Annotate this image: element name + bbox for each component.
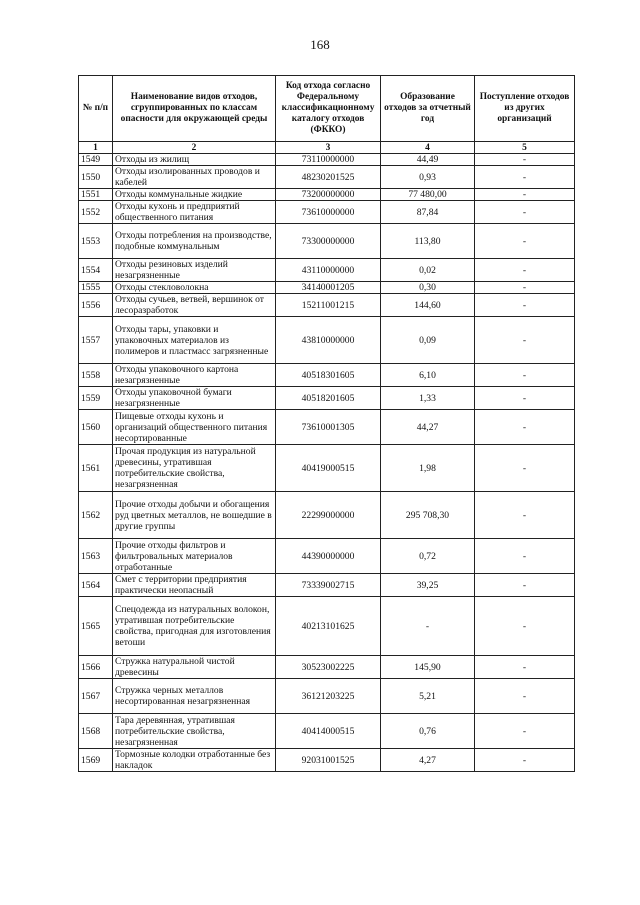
cell-fkko-code: 15211001215 [276, 294, 381, 317]
header-waste-name: Наименование видов отходов, сгруппированных по классам опасности для окружающей среды [113, 76, 276, 142]
header-received: Поступление отходов из других организаций [475, 76, 575, 142]
cell-fkko-code: 40419000515 [276, 445, 381, 492]
table-row [79, 294, 575, 317]
cell-formed: 295 708,30 [381, 492, 475, 539]
cell-waste-name: Отходы тары, упаковки и упаковочных материалов из полимеров и пластмасс загрязненные [113, 317, 276, 364]
cell-waste-name: Пищевые отходы кухонь и организаций общественного питания несортированные [113, 410, 276, 445]
cell-formed: 0,76 [381, 714, 475, 749]
cell-formed: 1,33 [381, 387, 475, 410]
cell-number: 1569 [79, 749, 113, 772]
cell-formed: 4,27 [381, 749, 475, 772]
column-number: 3 [276, 142, 381, 154]
cell-fkko-code: 73610001305 [276, 410, 381, 445]
cell-formed: 144,60 [381, 294, 475, 317]
table-row [79, 679, 575, 714]
cell-formed: 0,02 [381, 259, 475, 282]
header-fkko-code: Код отхода согласно Федеральному классификационному каталогу отходов (ФККО) [276, 76, 381, 142]
cell-fkko-code: 43110000000 [276, 259, 381, 282]
cell-received: - [475, 154, 575, 166]
table-header-row [79, 76, 575, 142]
cell-received: - [475, 364, 575, 387]
cell-waste-name: Отходы потребления на производстве, подобные коммунальным [113, 224, 276, 259]
cell-formed: 0,72 [381, 539, 475, 574]
table-row [79, 656, 575, 679]
cell-fkko-code: 40213101625 [276, 597, 381, 656]
cell-received: - [475, 492, 575, 539]
cell-number: 1568 [79, 714, 113, 749]
cell-formed: 44,49 [381, 154, 475, 166]
cell-waste-name: Смет с территории предприятия практически неопасный [113, 574, 276, 597]
column-number: 5 [475, 142, 575, 154]
table-row [79, 166, 575, 189]
cell-number: 1563 [79, 539, 113, 574]
table-row [79, 317, 575, 364]
cell-received: - [475, 387, 575, 410]
cell-waste-name: Прочие отходы добычи и обогащения руд цветных металлов, не вошедшие в другие группы [113, 492, 276, 539]
cell-fkko-code: 40518201605 [276, 387, 381, 410]
table-row [79, 387, 575, 410]
column-number: 2 [113, 142, 276, 154]
cell-received: - [475, 224, 575, 259]
cell-waste-name: Стружка черных металлов несортированная незагрязненная [113, 679, 276, 714]
cell-fkko-code: 73110000000 [276, 154, 381, 166]
cell-received: - [475, 539, 575, 574]
cell-received: - [475, 189, 575, 201]
cell-received: - [475, 201, 575, 224]
cell-fkko-code: 22299000000 [276, 492, 381, 539]
cell-waste-name: Отходы упаковочного картона незагрязненные [113, 364, 276, 387]
cell-waste-name: Отходы упаковочной бумаги незагрязненные [113, 387, 276, 410]
cell-received: - [475, 714, 575, 749]
cell-formed: 77 480,00 [381, 189, 475, 201]
cell-number: 1557 [79, 317, 113, 364]
cell-fkko-code: 36121203225 [276, 679, 381, 714]
column-number-row [79, 142, 575, 154]
cell-formed: 5,21 [381, 679, 475, 714]
cell-number: 1565 [79, 597, 113, 656]
cell-number: 1566 [79, 656, 113, 679]
cell-fkko-code: 73200000000 [276, 189, 381, 201]
table-row [79, 224, 575, 259]
cell-formed: 39,25 [381, 574, 475, 597]
cell-waste-name: Прочая продукция из натуральной древесины, утратившая потребительские свойства, незагрязненная [113, 445, 276, 492]
cell-formed: 145,90 [381, 656, 475, 679]
cell-waste-name: Отходы из жилищ [113, 154, 276, 166]
table-row [79, 410, 575, 445]
table-row [79, 539, 575, 574]
cell-received: - [475, 445, 575, 492]
header-number: № п/п [79, 76, 113, 142]
table-row [79, 189, 575, 201]
table-row [79, 749, 575, 772]
cell-number: 1553 [79, 224, 113, 259]
cell-number: 1555 [79, 282, 113, 294]
column-number: 4 [381, 142, 475, 154]
table-row [79, 364, 575, 387]
table-row [79, 154, 575, 166]
cell-received: - [475, 282, 575, 294]
cell-number: 1552 [79, 201, 113, 224]
table-row [79, 714, 575, 749]
cell-formed: 0,09 [381, 317, 475, 364]
cell-received: - [475, 574, 575, 597]
cell-formed: - [381, 597, 475, 656]
cell-number: 1550 [79, 166, 113, 189]
cell-formed: 87,84 [381, 201, 475, 224]
cell-fkko-code: 40414000515 [276, 714, 381, 749]
cell-fkko-code: 34140001205 [276, 282, 381, 294]
cell-fkko-code: 30523002225 [276, 656, 381, 679]
cell-formed: 0,30 [381, 282, 475, 294]
cell-formed: 0,93 [381, 166, 475, 189]
table-row [79, 201, 575, 224]
cell-number: 1556 [79, 294, 113, 317]
cell-number: 1561 [79, 445, 113, 492]
cell-fkko-code: 92031001525 [276, 749, 381, 772]
cell-fkko-code: 73610000000 [276, 201, 381, 224]
cell-formed: 113,80 [381, 224, 475, 259]
cell-number: 1549 [79, 154, 113, 166]
cell-fkko-code: 44390000000 [276, 539, 381, 574]
cell-received: - [475, 294, 575, 317]
cell-waste-name: Тормозные колодки отработанные без накладок [113, 749, 276, 772]
cell-number: 1554 [79, 259, 113, 282]
cell-waste-name: Прочие отходы фильтров и фильтровальных материалов отработанные [113, 539, 276, 574]
cell-formed: 44,27 [381, 410, 475, 445]
table-row [79, 597, 575, 656]
cell-formed: 1,98 [381, 445, 475, 492]
header-formed: Образование отходов за отчетный год [381, 76, 475, 142]
cell-number: 1560 [79, 410, 113, 445]
cell-received: - [475, 597, 575, 656]
cell-received: - [475, 656, 575, 679]
cell-waste-name: Тара деревянная, утратившая потребительские свойства, незагрязненная [113, 714, 276, 749]
cell-waste-name: Отходы стекловолокна [113, 282, 276, 294]
cell-fkko-code: 73339002715 [276, 574, 381, 597]
waste-table [78, 75, 575, 772]
cell-number: 1551 [79, 189, 113, 201]
cell-fkko-code: 40518301605 [276, 364, 381, 387]
cell-waste-name: Отходы резиновых изделий незагрязненные [113, 259, 276, 282]
cell-received: - [475, 259, 575, 282]
cell-fkko-code: 73300000000 [276, 224, 381, 259]
cell-received: - [475, 166, 575, 189]
cell-waste-name: Отходы изолированных проводов и кабелей [113, 166, 276, 189]
cell-fkko-code: 43810000000 [276, 317, 381, 364]
cell-waste-name: Спецодежда из натуральных волокон, утратившая потребительские свойства, пригодная для изготовления ветоши [113, 597, 276, 656]
cell-received: - [475, 749, 575, 772]
cell-waste-name: Отходы кухонь и предприятий общественного питания [113, 201, 276, 224]
cell-waste-name: Стружка натуральной чистой древесины [113, 656, 276, 679]
table-row [79, 445, 575, 492]
cell-waste-name: Отходы коммунальные жидкие [113, 189, 276, 201]
table-row [79, 574, 575, 597]
cell-number: 1564 [79, 574, 113, 597]
cell-waste-name: Отходы сучьев, ветвей, вершинок от лесоразработок [113, 294, 276, 317]
page-number: 168 [310, 37, 330, 52]
table-row [79, 259, 575, 282]
cell-received: - [475, 410, 575, 445]
column-number: 1 [79, 142, 113, 154]
cell-formed: 6,10 [381, 364, 475, 387]
cell-number: 1567 [79, 679, 113, 714]
cell-received: - [475, 679, 575, 714]
table-row [79, 492, 575, 539]
cell-fkko-code: 48230201525 [276, 166, 381, 189]
cell-number: 1558 [79, 364, 113, 387]
table-row [79, 282, 575, 294]
cell-number: 1559 [79, 387, 113, 410]
cell-number: 1562 [79, 492, 113, 539]
cell-received: - [475, 317, 575, 364]
